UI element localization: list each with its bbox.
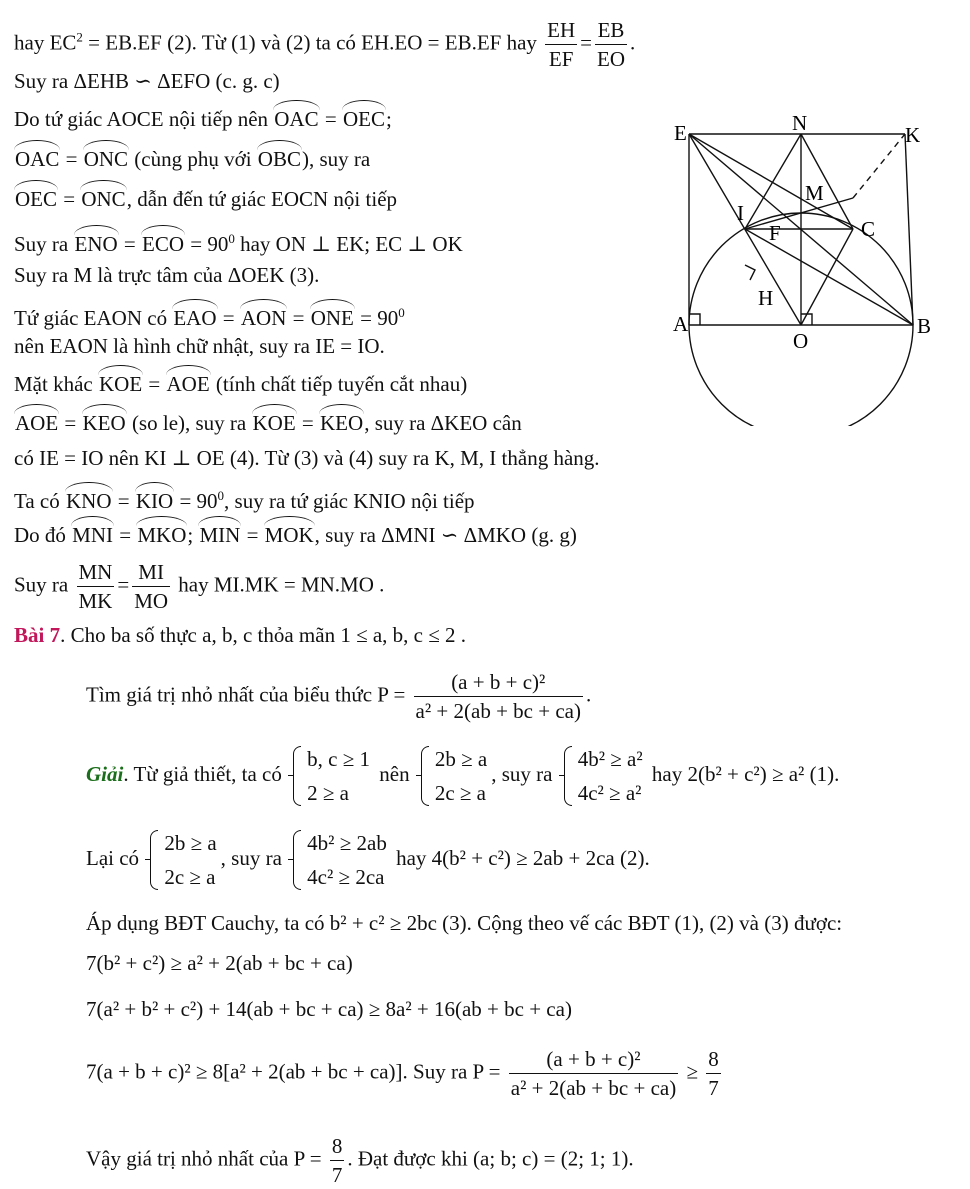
- text: Do tứ giác AOCE nội tiếp nên: [14, 107, 269, 131]
- denominator: MK: [78, 589, 113, 613]
- label-a: A: [673, 312, 689, 336]
- text-line-5: OEC = ONC, dẫn đến tứ giác EOCN nội tiếp: [15, 187, 398, 211]
- text: , suy ra ΔKEO cân: [364, 411, 522, 435]
- problem-heading: [14, 622, 466, 648]
- text: hay 2(b² + c²) ≥ a² (1).: [651, 761, 840, 786]
- label-h: H: [758, 286, 774, 310]
- text: Tứ giác EAON có: [14, 306, 168, 330]
- text: , suy ra tứ giác KNIO nội tiếp: [224, 489, 475, 513]
- label-f: F: [769, 221, 781, 245]
- system-row: 4c² ≥ 2ca: [307, 865, 385, 889]
- angle-arc: OEC: [342, 107, 385, 131]
- system-row: 4c² ≥ a²: [577, 781, 642, 805]
- text: Tìm giá trị nhỏ nhất của biểu thức P =: [86, 682, 406, 707]
- angle-arc: ONC: [83, 147, 129, 171]
- text-line-10: Mặt khác KOE = AOE (tính chất tiếp tuyến cắt nhau): [14, 372, 468, 396]
- text: . Từ giả thiết, ta có: [123, 761, 282, 786]
- angle-arc: ENO: [74, 232, 118, 256]
- angle-arc: KOE: [98, 372, 143, 396]
- denominator: 7: [331, 1163, 343, 1187]
- angle-arc: MNI: [72, 523, 114, 547]
- text-line-3: Do tứ giác AOCE nội tiếp nên OAC = OEC;: [14, 107, 392, 131]
- text: = 90: [174, 489, 218, 513]
- text: ), suy ra: [301, 147, 371, 171]
- angle-arc: OAC: [15, 147, 60, 171]
- label-m: M: [805, 181, 824, 205]
- text-line-11: AOE = KEO (so le), suy ra KOE = KEO, suy ra ΔKEO cân: [15, 411, 522, 435]
- solution-line-7: [86, 1132, 634, 1189]
- solution-line-6: [86, 1045, 724, 1102]
- angle-arc: OBC: [257, 147, 301, 171]
- angle-arc: AOE: [15, 411, 59, 435]
- system-row: 4b² ≥ 2ab: [307, 831, 387, 855]
- text: = 90: [354, 306, 399, 330]
- text: . Cho ba số thực a, b, c thỏa mãn 1 ≤ a, b, c ≤ 2 .: [60, 623, 467, 647]
- text: hay MI.MK = MN.MO .: [178, 572, 385, 597]
- text-line-9: nên EAON là hình chữ nhật, suy ra IE = IO.: [14, 334, 385, 358]
- fraction: [706, 1045, 721, 1102]
- text-line-15: [14, 558, 384, 615]
- right-angle-a: [689, 314, 700, 325]
- right-angle-h: [745, 265, 755, 280]
- text: nên: [379, 761, 410, 786]
- angle-arc: ONE: [310, 306, 354, 330]
- denominator: EF: [548, 47, 574, 71]
- segment-ec: [689, 134, 853, 229]
- text-line-7: Suy ra M là trực tâm của ΔOEK (3).: [14, 263, 320, 287]
- text: Vậy giá trị nhỏ nhất của P =: [86, 1146, 322, 1171]
- system-brace: [291, 826, 387, 894]
- angle-arc: ONC: [81, 187, 126, 211]
- system-brace: [148, 826, 216, 894]
- angle-arc: KIO: [135, 489, 174, 513]
- denominator: EO: [597, 47, 626, 71]
- numerator: 8: [330, 1132, 345, 1161]
- angle-arc: AON: [240, 306, 287, 330]
- text-line-4: OAC = ONC (cùng phụ với OBC), suy ra: [15, 147, 371, 171]
- angle-arc: EAO: [173, 306, 217, 330]
- angle-arc: MKO: [137, 523, 187, 547]
- angle-arc: KNO: [66, 489, 112, 513]
- system-row: 2b ≥ a: [164, 831, 217, 855]
- solution-line-2: [86, 826, 650, 894]
- problem-question: [86, 668, 591, 725]
- angle-arc: AOE: [166, 372, 210, 396]
- numerator: 8: [706, 1045, 721, 1074]
- text: ≥: [686, 1059, 698, 1084]
- system-row: 2c ≥ a: [434, 781, 486, 805]
- label-o: O: [793, 329, 809, 353]
- numerator: (a + b + c)²: [509, 1045, 678, 1074]
- text: = EB.EF (2). Từ (1) và (2) ta có EH.EO = EB.EF hay: [82, 30, 537, 55]
- text: . Đạt được khi (a; b; c) = (2; 1; 1).: [347, 1146, 634, 1171]
- system-row: 2b ≥ a: [434, 747, 488, 771]
- equals: =: [580, 30, 593, 55]
- superscript: 2: [76, 29, 83, 45]
- text: Ta có: [14, 489, 60, 513]
- solution-line-4: 7(b² + c²) ≥ a² + 2(ab + bc + ca): [86, 951, 353, 975]
- system-brace: [291, 742, 370, 810]
- fraction: [595, 16, 627, 73]
- fraction: [77, 558, 115, 615]
- text-line-14: Do đó MNI = MKO; MIN = MOK, suy ra ΔMNI ∽ ΔMKO (g. g): [14, 523, 577, 547]
- angle-arc: OAC: [274, 107, 319, 131]
- text: hay 4(b² + c²) ≥ 2ab + 2ca (2).: [396, 845, 650, 870]
- superscript: 0: [398, 305, 405, 320]
- text: ;: [385, 107, 392, 131]
- solution-label: Giải: [86, 761, 124, 786]
- text-line-2: Suy ra ΔEHB ∽ ΔEFO (c. g. c): [14, 69, 280, 93]
- problem-label: Bài 7: [14, 623, 61, 647]
- text: hay EC: [14, 30, 77, 55]
- text: = 90: [185, 232, 229, 256]
- text: (so le), suy ra: [131, 411, 247, 435]
- equals: =: [117, 572, 130, 597]
- denominator: a² + 2(ab + bc + ca): [415, 699, 581, 723]
- fraction: [330, 1132, 345, 1189]
- text: , suy ra: [491, 761, 553, 786]
- denominator: 7: [708, 1076, 719, 1100]
- text: Suy ra: [14, 572, 69, 597]
- label-e: E: [674, 121, 687, 145]
- angle-arc: KEO: [320, 411, 364, 435]
- text: ;: [187, 523, 194, 547]
- denominator: a² + 2(ab + bc + ca): [510, 1076, 677, 1100]
- superscript: 0: [217, 488, 225, 503]
- angle-arc: KEO: [82, 411, 126, 435]
- angle-arc: MIN: [199, 523, 241, 547]
- system-row: 2 ≥ a: [307, 781, 349, 805]
- label-n: N: [792, 111, 808, 135]
- superscript: 0: [228, 231, 235, 246]
- numerator: MI: [132, 558, 170, 587]
- fraction: [545, 16, 577, 73]
- text: 7(a + b + c)² ≥ 8[a² + 2(ab + bc + ca)]. Suy ra P =: [86, 1059, 501, 1084]
- angle-arc: OEC: [15, 187, 57, 211]
- text-line-8: Tứ giác EAON có EAO = AON = ONE = $90^0$: [14, 305, 405, 330]
- angle-arc: MOK: [264, 523, 314, 547]
- segment-oc: [801, 229, 853, 325]
- angle-arc: ECO: [142, 232, 185, 256]
- text-line-12: có IE = IO nên KI ⊥ OE (4). Từ (3) và (4) suy ra K, M, I thẳng hàng.: [14, 446, 600, 470]
- numerator: MN: [77, 558, 115, 587]
- text: Do đó: [14, 523, 66, 547]
- text-line-1: [14, 16, 635, 73]
- fraction: [509, 1045, 678, 1102]
- text: (tính chất tiếp tuyến cắt nhau): [215, 372, 468, 396]
- text: .: [630, 30, 636, 55]
- label-c: C: [861, 217, 876, 241]
- label-k: K: [905, 123, 921, 147]
- text-line-6: Suy ra ENO = ECO = $90^0$ hay ON ⊥ EK; EC ⊥ OK: [14, 231, 463, 256]
- numerator: EH: [545, 16, 577, 45]
- text: .: [585, 682, 592, 707]
- text: , suy ra: [220, 845, 282, 870]
- text-line-13: Ta có KNO = KIO = $90^0$, suy ra tứ giác KNIO nội tiếp: [14, 488, 475, 513]
- text: Lại có: [86, 845, 140, 870]
- solution-line-3: Áp dụng BĐT Cauchy, ta có b² + c² ≥ 2bc (3). Cộng theo vế các BĐT (1), (2) và (3) được:: [86, 911, 843, 935]
- denominator: MO: [134, 589, 169, 613]
- system-brace: [419, 742, 487, 810]
- text: Mặt khác: [14, 372, 93, 396]
- system-row: b, c ≥ 1: [307, 747, 370, 771]
- dashed-mk: [853, 134, 905, 198]
- numerator: EB: [595, 16, 627, 45]
- fraction: [132, 558, 170, 615]
- label-b: B: [917, 314, 932, 338]
- text: , dẫn đến tứ giác EOCN nội tiếp: [126, 187, 398, 211]
- system-brace: [562, 742, 643, 810]
- solution-line-5: 7(a² + b² + c²) + 14(ab + bc + ca) ≥ 8a² + 16(ab + bc + ca): [86, 997, 572, 1021]
- text: , suy ra ΔMNI ∽ ΔMKO (g. g): [314, 523, 577, 547]
- solution-line-1: [86, 742, 839, 810]
- geometry-figure: [660, 108, 960, 426]
- numerator: (a + b + c)²: [414, 668, 583, 697]
- label-i: I: [737, 201, 744, 225]
- angle-arc: KOE: [252, 411, 296, 435]
- system-row: 4b² ≥ a²: [577, 747, 643, 771]
- text: Suy ra: [14, 232, 69, 256]
- text: (cùng phụ với: [134, 147, 252, 171]
- system-row: 2c ≥ a: [164, 865, 216, 889]
- text: hay ON ⊥ EK; EC ⊥ OK: [240, 232, 463, 256]
- fraction: [414, 668, 583, 725]
